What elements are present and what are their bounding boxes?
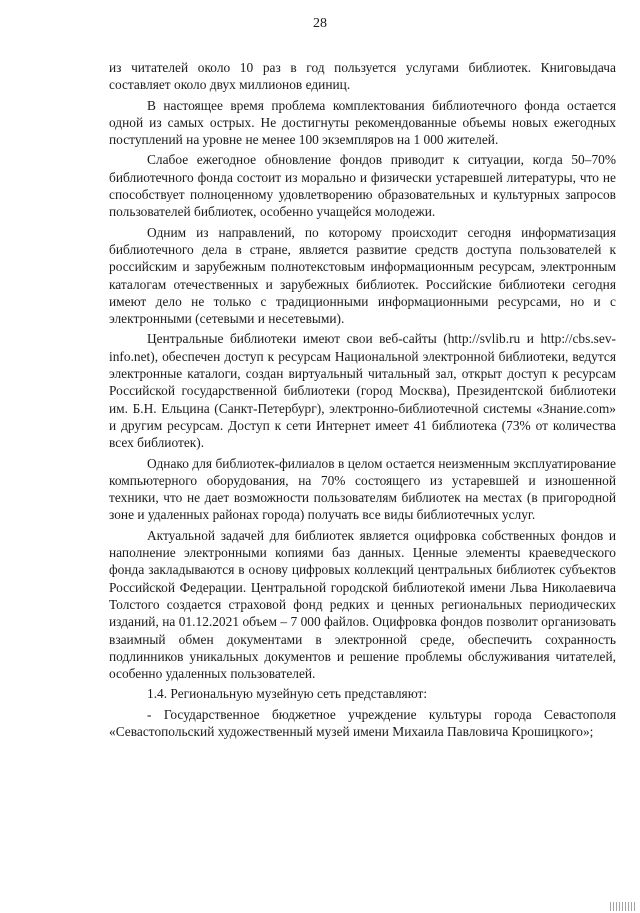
list-item: - Государственное бюджетное учреждение культуры города Севастополя «Севастопольский художественный музей имени Михаила Павловича Крошицкого»; — [109, 706, 616, 739]
paragraph-2: В настоящее время проблема комплектования библиотечного фонда остается одной из самых острых. Не достигнуты рекомендованные объемы новых ежегодных поступлений на уровне не менее 100 экземпляров на 1 000 жителей. — [109, 97, 616, 148]
scan-artifact-mark — [610, 902, 636, 911]
paragraph-5: Центральные библиотеки имеют свои веб-сайты (http://svlib.ru и http://cbs.sev-info.net), обеспечен доступ к ресурсам Национальной электронной библиотеки, ведутся электронные каталоги, создан виртуальный читальный зал, открыт доступ к ресурсам Российской государственной библиотеки (город Москва), Президентской библиотеки им. Б.Н. Ельцина (Санкт-Петербург), электронно-библиотечной системы «Знание.com» и другим ресурсам. Доступ к сети Интернет имеет 41 библиотека (73% от количества всех библиотек). — [109, 331, 616, 451]
paragraph-3: Слабое ежегодное обновление фондов приводит к ситуации, когда 50–70% библиотечного фонда состоит из морально и физически устаревшей литературы, что не способствует полноценному удовлетворению образовательных и культурных запросов пользователей библиотек, особенно учащейся молодежи. — [109, 152, 616, 220]
paragraph-4: Одним из направлений, по которому происходит сегодня информатизация библиотечного дела в стране, является развитие средств доступа пользователей к российским и зарубежным полнотекстовым информационным ресурсам, электронным каталогам отечественных и зарубежных библиотек. Российские библиотеки сегодня имеют дело не только с традиционными информационными ресурсами, но и с электронными (сетевыми и несетевыми). — [109, 224, 616, 327]
document-body — [109, 59, 616, 743]
paragraph-1: из читателей около 10 раз в год пользуется услугами библиотек. Книговыдача составляет около двух миллионов единиц. — [109, 60, 616, 93]
paragraph-7: Актуальной задачей для библиотек является оцифровка собственных фондов и наполнение электронными копиями баз данных. Ценные элементы краеведческого фонда закладываются в основу цифровых коллекций центральных библиотек субъектов Российской Федерации. Центральной городской библиотекой имени Льва Николаевича Толстого создается страховой фонд редких и ценных региональных периодических изданий, на 01.12.2021 объем – 7 000 файлов. Оцифровка фондов позволит организовать взаимный обмен документами в электронной среде, обеспечить сохранность подлинников уникальных документов и решение проблемы обслуживания читателей, особенно удаленных пользователей. — [109, 527, 616, 682]
section-heading: 1.4. Региональную музейную сеть представляют: — [147, 686, 428, 702]
page-number: 28 — [313, 16, 327, 31]
paragraph-6: Однако для библиотек-филиалов в целом остается неизменным эксплуатирование компьютерного оборудования, на 70% состоящего из устаревшей и изношенной техники, что не дает возможности пользователям библиотек на местах (в пригородной зоне и удаленных районах города) получать все виды библиотечных услуг. — [109, 455, 616, 523]
